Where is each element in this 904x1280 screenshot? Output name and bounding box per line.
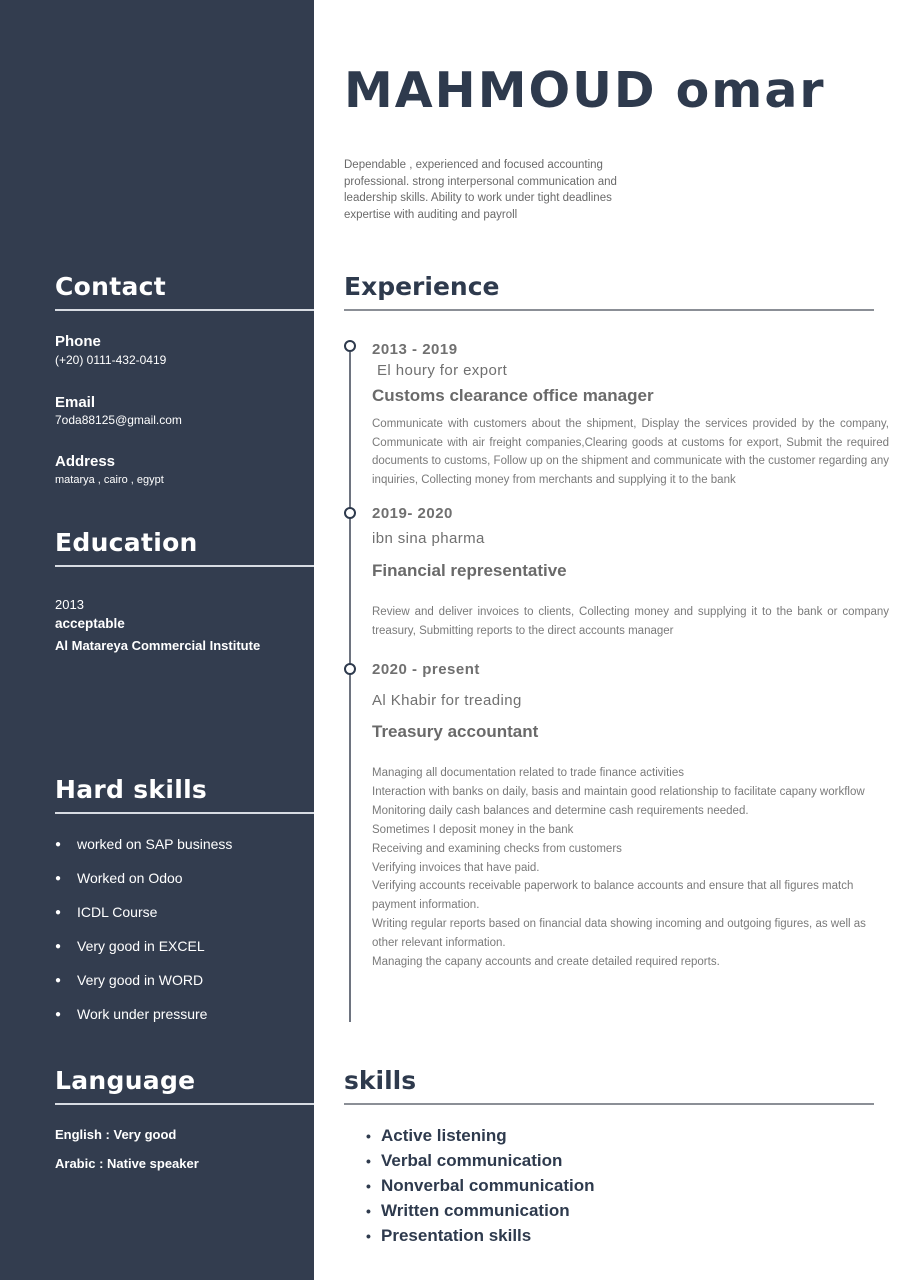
- skill-label: Written communication: [381, 1201, 570, 1220]
- candidate-name: MAHMOUD omar: [344, 62, 826, 119]
- timeline-dot-icon: [344, 663, 356, 675]
- skills-divider: [344, 1103, 874, 1105]
- hard-skill-label: Very good in WORD: [77, 972, 204, 988]
- hard-skill-label: Very good in EXCEL: [77, 938, 205, 954]
- education-grade: acceptable: [55, 616, 125, 631]
- bullet-icon: •: [366, 1203, 371, 1219]
- language-heading: Language: [55, 1066, 196, 1095]
- address-label: Address: [55, 453, 116, 470]
- timeline-dot-icon: [344, 340, 356, 352]
- bullet-icon: •: [366, 1153, 371, 1169]
- job-period: 2013 - 2019: [372, 341, 458, 358]
- bullet-icon: ●: [55, 941, 62, 952]
- hard-skills-divider: [55, 812, 314, 814]
- job-period: 2019- 2020: [372, 505, 453, 522]
- contact-heading: Contact: [55, 272, 167, 301]
- timeline-line: [349, 352, 351, 1022]
- skill-label: Presentation skills: [381, 1226, 532, 1245]
- skills-list: [366, 1126, 594, 1251]
- list-item: [55, 938, 232, 972]
- job-role: Financial representative: [372, 561, 567, 580]
- job-company: ibn sina pharma: [372, 530, 485, 547]
- skills-heading: skills: [344, 1066, 417, 1095]
- bullet-icon: ●: [55, 975, 62, 986]
- list-item: [55, 904, 232, 938]
- list-item: Managing all documentation related to trade finance activities: [372, 767, 684, 779]
- sidebar: [0, 0, 314, 1280]
- job-period: 2020 - present: [372, 661, 480, 678]
- language-english: English : Very good: [55, 1127, 177, 1142]
- education-heading: Education: [55, 528, 198, 557]
- job-description: Communicate with customers about the shipment, Display the services provided by the company, Communicate with air freight companies,Clearing goods at customs for export, Submit the required documents to customs, Follow up on the shipment and communicate with the customer regarding any inquiries, Collecting money from merchants and supplying it to the bank: [372, 418, 889, 486]
- experience-divider: [344, 309, 874, 311]
- job-company: Al Khabir for treading: [372, 692, 522, 709]
- list-item: [55, 870, 232, 904]
- job-company: El houry for export: [377, 362, 508, 379]
- list-item: [55, 836, 232, 870]
- bullet-icon: •: [366, 1128, 371, 1144]
- hard-skill-label: Work under pressure: [77, 1006, 208, 1022]
- job-role: Customs clearance office manager: [372, 386, 654, 405]
- list-item: [366, 1151, 594, 1176]
- hard-skill-label: Worked on Odoo: [77, 870, 183, 886]
- email-label: Email: [55, 394, 96, 411]
- list-item: Monitoring daily cash balances and determine cash requirements needed.: [372, 804, 749, 817]
- list-item: [55, 1006, 232, 1040]
- education-divider: [55, 565, 314, 567]
- skill-label: Verbal communication: [381, 1151, 563, 1170]
- bullet-icon: •: [366, 1228, 371, 1244]
- bullet-icon: ●: [55, 907, 62, 918]
- skill-label: Nonverbal communication: [381, 1176, 595, 1195]
- job-role: Treasury accountant: [372, 722, 539, 741]
- bullet-icon: ●: [55, 1009, 62, 1020]
- list-item: [366, 1126, 594, 1151]
- list-item: Writing regular reports based on financial data showing incoming and outgoing figures, as well as other relevant information.: [372, 918, 866, 950]
- job-description: Review and deliver invoices to clients, Collecting money and supplying it to the bank or company treasury, Submitting reports to the direct accounts manager: [372, 606, 889, 637]
- phone-label: Phone: [55, 333, 101, 350]
- hard-skill-label: ICDL Course: [77, 904, 158, 920]
- list-item: Sometimes I deposit money in the bank: [372, 823, 574, 836]
- bullet-icon: ●: [55, 873, 62, 884]
- bullet-icon: •: [366, 1178, 371, 1194]
- hard-skills-list: [55, 836, 232, 1040]
- list-item: Verifying invoices that have paid.: [372, 861, 540, 874]
- list-item: Interaction with banks on daily, basis and maintain good relationship to facilitate capany workflow: [372, 785, 865, 798]
- bullet-icon: ●: [55, 839, 62, 850]
- hard-skills-heading: Hard skills: [55, 775, 208, 804]
- job-description-list: [372, 764, 892, 972]
- skill-label: Active listening: [381, 1126, 507, 1145]
- list-item: [366, 1176, 594, 1201]
- list-item: [366, 1226, 594, 1251]
- education-year: 2013: [55, 597, 84, 612]
- list-item: Receiving and examining checks from customers: [372, 842, 622, 855]
- timeline-dot-icon: [344, 507, 356, 519]
- experience-heading: Experience: [344, 272, 500, 301]
- list-item: Verifying accounts receivable paperwork to balance accounts and ensure that all figures match payment information.: [372, 880, 854, 912]
- contact-divider: [55, 309, 314, 311]
- language-arabic: Arabic : Native speaker: [55, 1156, 199, 1171]
- hard-skill-label: worked on SAP business: [77, 836, 233, 852]
- language-divider: [55, 1103, 314, 1105]
- list-item: [366, 1201, 594, 1226]
- list-item: Managing the capany accounts and create detailed required reports.: [372, 956, 720, 969]
- email-value: 7oda88125@gmail.com: [55, 413, 182, 427]
- profile-summary: Dependable , experienced and focused accounting professional. strong interpersonal communication and leadership skills. Ability to work under tight deadlines expertise with auditing and payroll: [344, 159, 617, 221]
- phone-value: (+20) 0111-432-0419: [55, 353, 167, 367]
- list-item: [55, 972, 232, 1006]
- education-school: Al Matareya Commercial Institute: [55, 638, 261, 653]
- address-value: matarya , cairo , egypt: [55, 474, 164, 486]
